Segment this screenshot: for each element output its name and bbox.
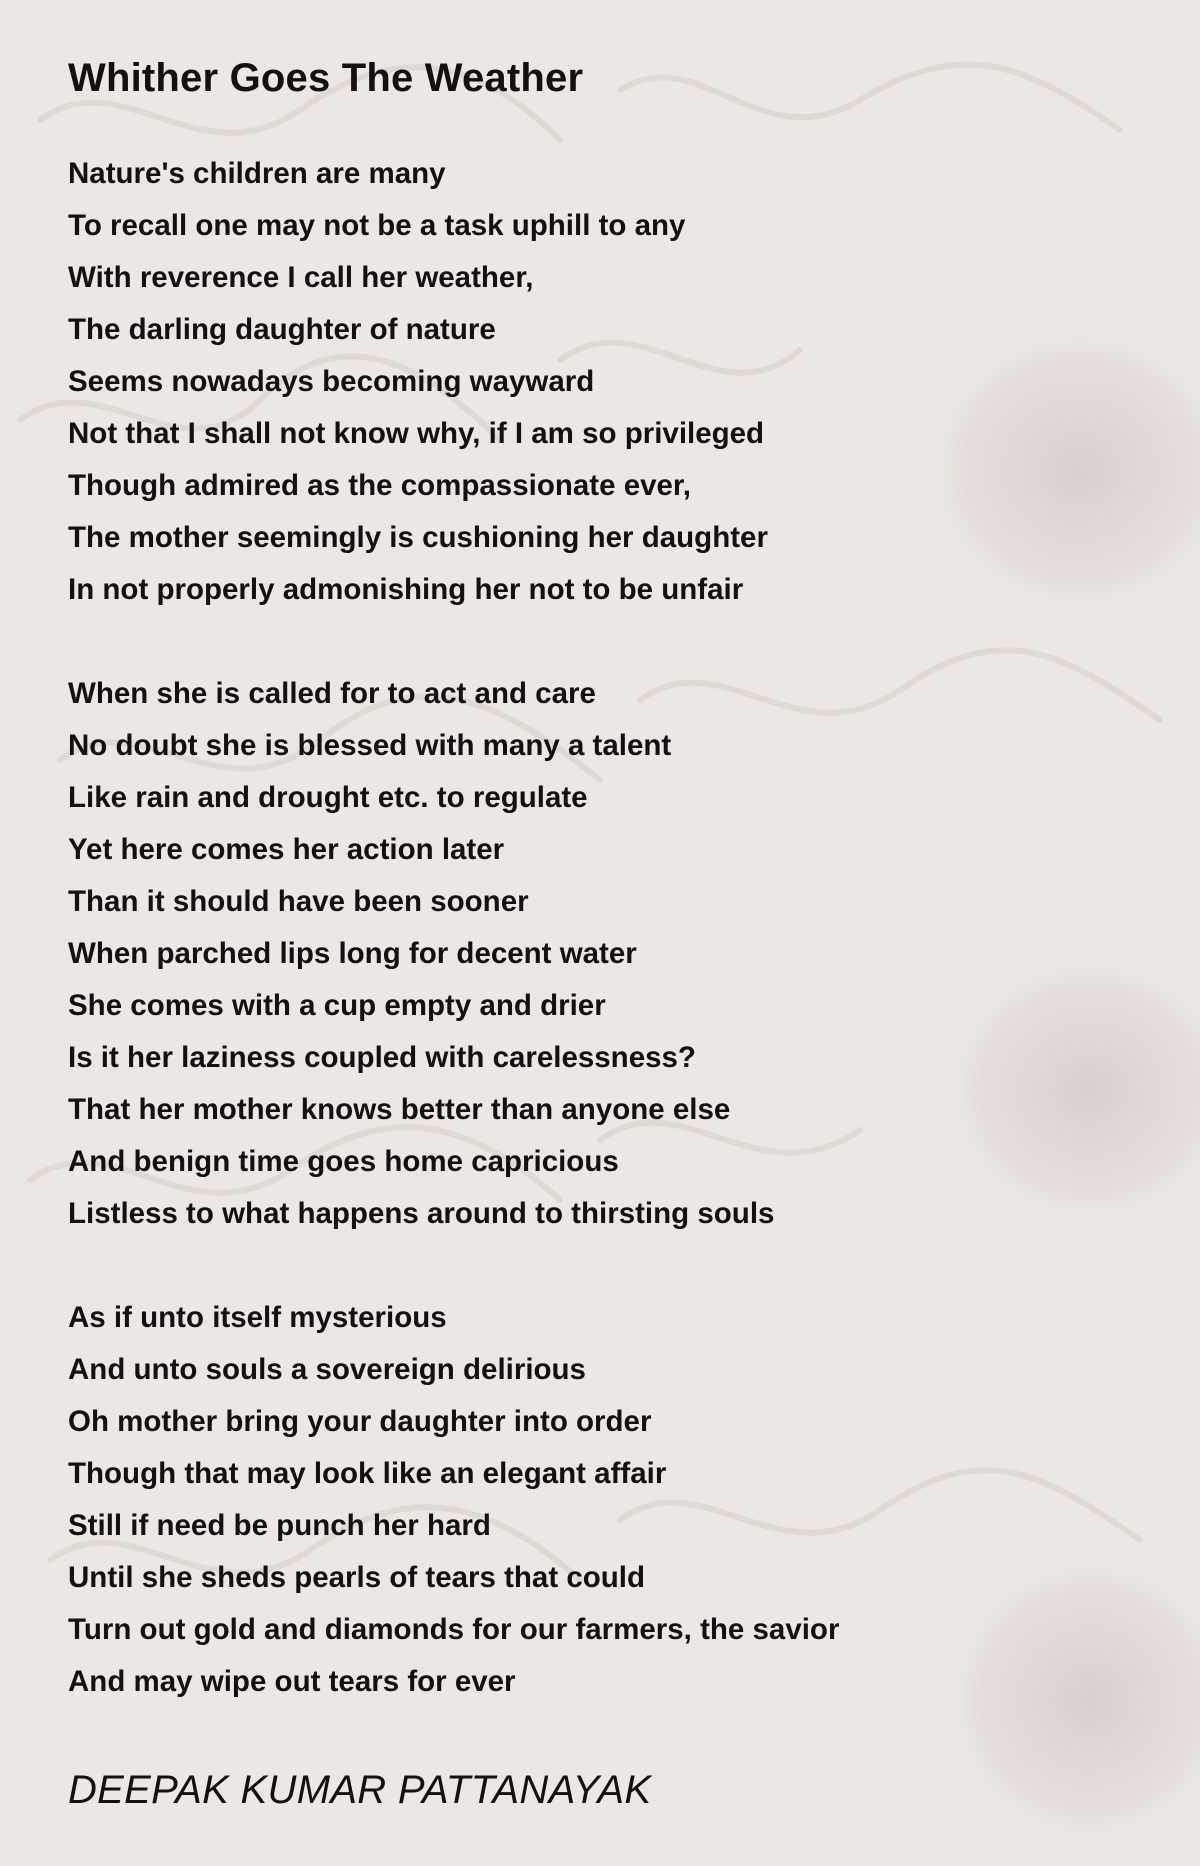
poem-line: As if unto itself mysterious — [68, 1301, 447, 1334]
poem-line: And benign time goes home capricious — [68, 1145, 619, 1178]
poem-line: Nature's children are many — [68, 157, 446, 190]
stanza-1 — [68, 148, 1168, 616]
poem-line: Still if need be punch her hard — [68, 1509, 491, 1542]
poem-line: Than it should have been sooner — [68, 885, 529, 918]
poem-title: Whither Goes The Weather — [68, 56, 584, 100]
poem-line: When she is called for to act and care — [68, 677, 596, 710]
poem-line: Though admired as the compassionate ever, — [68, 469, 691, 502]
poem-line: And unto souls a sovereign delirious — [68, 1353, 586, 1386]
poem-line: Not that I shall not know why, if I am so privileged — [68, 417, 765, 450]
poem-author: DEEPAK KUMAR PATTANAYAK — [68, 1768, 652, 1812]
poem-line: Until she sheds pearls of tears that could — [68, 1561, 646, 1594]
poem-line: Like rain and drought etc. to regulate — [68, 781, 588, 814]
poem-line: When parched lips long for decent water — [68, 937, 637, 970]
stanza-3 — [68, 1292, 1168, 1708]
poem-line: Seems nowadays becoming wayward — [68, 365, 595, 398]
poem-line: With reverence I call her weather, — [68, 261, 534, 294]
poem-line: That her mother knows better than anyone else — [68, 1093, 731, 1126]
poem-line: No doubt she is blessed with many a talent — [68, 729, 672, 762]
poem-line: Turn out gold and diamonds for our farmers, the savior — [68, 1613, 840, 1646]
poem-line: She comes with a cup empty and drier — [68, 989, 606, 1022]
poem-line: In not properly admonishing her not to be unfair — [68, 573, 744, 606]
poem-line: Is it her laziness coupled with carelessness? — [68, 1041, 696, 1074]
stanza-2 — [68, 668, 1168, 1240]
poem-line: To recall one may not be a task uphill to any — [68, 209, 686, 242]
poem-line: The mother seemingly is cushioning her daughter — [68, 521, 768, 554]
poem-page — [68, 48, 1168, 1820]
poem-line: The darling daughter of nature — [68, 313, 496, 346]
poem-line: Oh mother bring your daughter into order — [68, 1405, 652, 1438]
poem-line: Listless to what happens around to thirsting souls — [68, 1197, 775, 1230]
poem-line: And may wipe out tears for ever — [68, 1665, 516, 1698]
poem-line: Though that may look like an elegant affair — [68, 1457, 667, 1490]
poem-line: Yet here comes her action later — [68, 833, 505, 866]
